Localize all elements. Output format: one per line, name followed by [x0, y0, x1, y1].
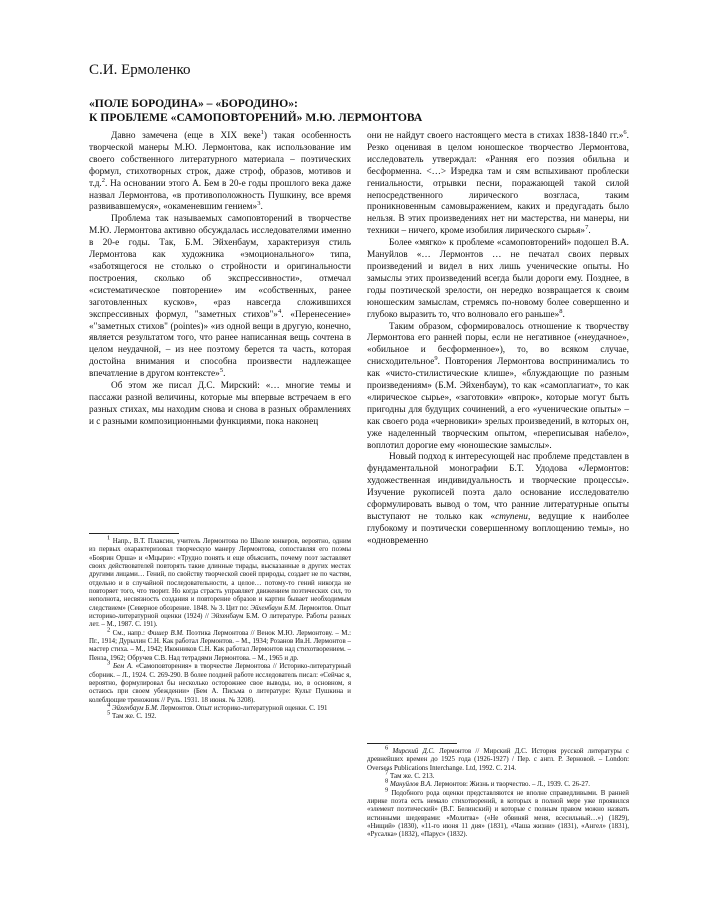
paragraph: [89, 381, 351, 429]
text: . Резко оценивая в целом юношеское творчество Лермонтова, исследователь утверждал: «Ранняя его поэзия обильна и бесформенна. <…> Изредка там и сям вспыхивают проблески гениальности, отрывки песни, поражающей такой силой непосредственного лирического возгласа, таким проникновенным самовыражением, каких и предугадать было нельзя. В этих произведениях нет ни мастерства, ни манеры, ни техники – ничего, кроме изобилия лирического сырья»: [367, 131, 629, 237]
footnote-number: 1: [107, 534, 111, 542]
footnote-ref[interactable]: 4: [277, 307, 282, 315]
footnotes-right: [367, 744, 629, 840]
footnote-number: 8: [385, 778, 389, 786]
footnote: [367, 778, 629, 789]
footnotes-left: [89, 534, 351, 722]
paragraph: [367, 452, 629, 547]
footnote-text: Там же. С. 213.: [389, 773, 435, 781]
footnote-author: Мирский Д.С.: [392, 748, 435, 755]
paragraph: [367, 128, 629, 238]
text: .: [260, 202, 263, 213]
text: они не найдут своего настоящего места в стихах 1838-1840 гг.»: [367, 131, 624, 141]
footnote-text: Подобного рода оценки представляются не вполне справедливыми. В ранней лирике поэта есть немало стихотворений, в которых в полной мере уже проявился «элемент поэтический» (В.Г. Белинский) и которые с полным правом можно назвать истинными шедеврами: «Молитва» («Не обвиняй меня, всесильный…») (1829), «Нищий» (1830), «11-го июня 11 дня» (1831), «Чаша жизни» (1831), «Ангел» (1831), «Русалка» (1832), «Парус» (1832).: [367, 789, 629, 839]
text: , ведущие к наиболее глубокому и поэтически совершенному воплощению темы», но «одновременно: [367, 512, 629, 546]
footnote: [367, 786, 629, 840]
footnote-text: Лермонтов. Опыт историко-литературной оценки. С. 191: [158, 704, 328, 712]
footnote-text: Лермонтов. Опыт историко-литературной оценки (1924) // Эйхенбаум Б.М. О литературе. Работы разных лет. – М., 1987. С. 191).: [89, 604, 351, 629]
footnote-ref[interactable]: 5: [219, 367, 224, 375]
text: .: [562, 309, 565, 320]
footnote: [89, 626, 351, 663]
footnote-author: Фишер В.М.: [147, 629, 184, 637]
footnote-number: 4: [107, 701, 111, 709]
author-name: С.И. Ермоленко: [89, 62, 191, 78]
footnote: [367, 744, 629, 773]
footnote-ref[interactable]: 8: [559, 307, 563, 315]
paragraph: [89, 214, 351, 381]
footnote: [89, 701, 351, 713]
footnote-text: Там же. С. 192.: [111, 713, 157, 721]
footnote-ref[interactable]: 7: [585, 224, 589, 232]
footnote-ref[interactable]: 9: [434, 355, 438, 363]
article-title: [89, 97, 629, 125]
footnote-author: Бем А.: [112, 663, 133, 671]
text: . Повторения Лермонтова воспринимались то как «чисто-стилистические клише», «блуждающие по разным произведениям» (Б.М. Эйхенбаум), то как «самоплагиат», то как «лирическое сырье», «заготовки» «впрок», которые могут быть пригодны для будущих сочинений, а его «ученические опыты» – как своего рода «черновики» зрелых произведений, в которых он, уже наделенный творческим опытом, «переписывая набело», воплотил дорогие ему «юношеские замыслы».: [367, 357, 629, 451]
footnote-number: 2: [107, 626, 111, 634]
footnote-ref[interactable]: 1: [260, 128, 264, 136]
left-column: [89, 128, 351, 429]
text: . «Перенесение» «"заметных стихов" (pointes)» «из одной вещи в другую, конечно, является результатом того, что ранее написанная вещь сочтена в целом неудачной, – из нее поэтому берется та часть, которая достойна внимания и способна произвести надлежащее впечатление в другом контексте»: [89, 309, 351, 380]
emphasis: ступени: [495, 512, 528, 522]
text: ) такая особенность творческой манеры М.Ю. Лермонтова, как использование им своего собственного литературного материала – поэтических формул, стихотворных строк, даже строф, образов, мотивов и т.д.: [89, 131, 351, 189]
text: . На основании этого А. Бем в 20-е годы прошлого века даже назвал Лермонтова, «в противоположность Пушкину, все время развивавшемуся», «окаменевшим гением»: [89, 178, 351, 213]
footnote-number: 3: [107, 659, 111, 667]
text: Давно замечена (еще в XIX веке: [111, 131, 261, 141]
footnote-text: Напр., В.Т. Плаксин, учитель Лермонтова по Школе юнкеров, вероятно, одним из первых охарактеризовал творческую манеру Лермонтова, сопоставляя его поэмы «Боярин Орша» и «Мцыри»: «Трудно понять и еще объяснить, почему поэт заставляет своих действователей повторять такие длинные тирады, высказанные в других местах другими лицами… Гений, по свойству творческой своей природы, создает не по частям, отдельно и в случайной последовательности, а целое… потому-то гений никогда не повторяет того, что творит. Но когда страсть управляет движением поэтических сил, то неполнота, несвязность создания и повторение образов и картин бывает необходимым следствием» (Северное обозрение. 1848. № 3. Цит по:: [89, 538, 351, 612]
footnote-text: Поэтика Лермонтова // Венок М.Ю. Лермонтову. – М.: Пг., 1914; Дурылин С.Н. Как работал Лермонтов. – М., 1934; Розанов Ив.Н. Лермонтов – мастер стиха. – М., 1942; Иконников С.Н. Как работал Лермонтов над стихотворением. – Пенза, 1962; Обручев С.В. Над тетрадями Лермонтова. – М., 1965 и др.: [89, 629, 351, 662]
footnote: [89, 534, 351, 630]
footnote-author: Мануйлов В.А.: [389, 781, 433, 789]
paragraph: [367, 322, 629, 453]
text: .: [223, 369, 226, 380]
paragraph: [89, 128, 351, 214]
title-line-2: К ПРОБЛЕМЕ «САМОПОВТОРЕНИЙ» М.Ю. ЛЕРМОНТОВА: [89, 111, 423, 124]
footnote-ref[interactable]: 3: [257, 200, 261, 208]
footnote-text: См., напр.:: [112, 629, 148, 637]
footnote-text: «Самоповторения» в творчестве Лермонтова // Историко-литературный сборник. – Л., 1924. С. 269-290. В более поздней работе исследователь писал: «Сейчас я, вероятно, формулировал бы несколько осторожнее свое выводы, но, в основном, я остаюсь при своем убеждении» (Бем А. Письма о литературе: Культ Пушкина и колеблющие треножник // Руль. 1931. 18 июня. № 3208).: [89, 663, 351, 704]
text: Об этом же писал Д.С. Мирский: «… многие темы и пассажи разной величины, которые мы впервые встречаем в его разных стихах, мы находим снова и снова в разных обрамлениях и с разными композиционными функциями, пока наконец: [89, 381, 351, 427]
footnote-number: 5: [107, 709, 111, 717]
footnote-number: 7: [385, 769, 389, 777]
footnote: [89, 709, 351, 721]
footnote-text: Лермонтов // Мирский Д.С. История русской литературы с древнейших времен до 1925 года (1926-1927) / Пер. с англ. Р. Зерновой. – London: Overseas Publications Interchange. Ltd, 1992. С. 214.: [367, 748, 629, 772]
footnote-number: 6: [385, 744, 389, 752]
text: Более «мягко» к проблеме «самоповторений» подошел В.А. Мануйлов «… Лермонтов … не печатал своих первых произведений и видел в них лишь ученические опыты. Но замыслы этих произведений всегда были дороги ему. Позднее, в годы поэтической зрелости, он нередко возвращается к своим юношеским замыслам, стремясь по-новому более совершенно и глубоко выразить то, что волновало его раньше»: [367, 238, 629, 320]
footnote-ref[interactable]: 6: [623, 128, 627, 136]
footnote-text: Лермонтов: Жизнь и творчество. – Л., 1939. С. 26-27.: [432, 781, 591, 789]
text: Таким образом, сформировалось отношение к творчеству Лермонтова его ранней поры, если не негативное («неудачное», «обильное и бесформенное»), то, во всяком случае, снисходительное: [367, 321, 629, 368]
text: Проблема так называемых самоповторений в творчестве М.Ю. Лермонтова активно обсуждалась исследователями именно в 20-е годы. Так, Б.М. Эйхенбаум, характеризуя стиль Лермонтова как художника «эмоционального» типа, «заботящегося не столько о стройности и оригинальности построения, сколько об экспрессивности», отмечал «систематическое повторение» им «собственных, ранее заготовленных кусков», «раз навсегда сложившихся экспрессивных формул, "заметных стихов"»: [89, 214, 351, 320]
text: Новый подход к интересующей нас проблеме представлен в фундаментальной монографии Б.Т. Удодова «Лермонтов: художественная индивидуальность и творческие процессы». Изучение рукописей поэта дало основание исследователю сформулировать вывод о том, что ранние литературные опыты выступают не только как «: [367, 452, 629, 522]
text: .: [588, 226, 591, 237]
title-line-1: «ПОЛЕ БОРОДИНА» – «БОРОДИНО»:: [89, 97, 298, 110]
footnote-number: 9: [385, 786, 389, 794]
footnote-separator: [89, 533, 179, 534]
footnote-ref[interactable]: 2: [101, 176, 105, 184]
footnote-author: Эйхенбаум Б.М.: [111, 704, 159, 712]
paragraph: [367, 238, 629, 321]
footnote: [89, 659, 351, 705]
right-column: [367, 128, 629, 548]
footnote-separator: [367, 743, 457, 744]
footnote-author: Эйхенбаум Б.М.: [250, 604, 298, 612]
